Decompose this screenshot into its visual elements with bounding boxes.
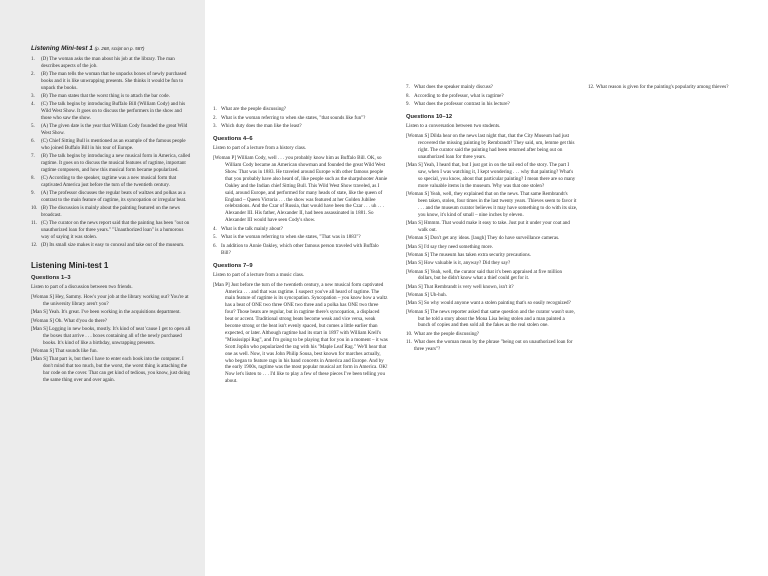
question-item bbox=[588, 84, 746, 91]
question-text: In addition to Annie Oakley, which other famous person traveled with Buffalo Bill? bbox=[221, 242, 379, 256]
questions-7-9-intro: Listen to part of a lecture from a music class. bbox=[213, 271, 305, 278]
answer-item bbox=[31, 242, 191, 249]
answer-number: 1. bbox=[31, 55, 35, 62]
question-item bbox=[213, 243, 389, 257]
questions-4-6-intro: Listen to part of a lecture from a history class. bbox=[213, 145, 307, 152]
question-text: According to the professor, what is ragtime? bbox=[414, 92, 504, 99]
answer-number: 6. bbox=[31, 137, 35, 144]
answer-item bbox=[31, 71, 191, 92]
question-number: 2. bbox=[213, 114, 217, 121]
answer-key-heading bbox=[31, 46, 191, 53]
answer-item bbox=[31, 175, 191, 189]
column-1 bbox=[31, 46, 191, 385]
dialogue-line: [Man S] So why would anyone want a stolen painting that's so easily recognized? bbox=[406, 300, 571, 307]
question-number: 6. bbox=[213, 242, 217, 249]
dialogue-line: [Woman S] The museum has taken extra security precautions. bbox=[406, 251, 531, 258]
answer-text: (D) Its small size makes it easy to conceal and take out of the museum. bbox=[41, 241, 185, 248]
dialogue-line: [Man S] Logging in new books, mostly. It's kind of neat 'cause I get to open all the boxes that arrive . . . boxes containing all of the newly purchased books. It's kind of like a birthday, unwrapping presents. bbox=[31, 326, 191, 346]
dialogue-line: [Woman S] Dilda hear on the news last night that, that the City Museum had just recovered the missing painting by Rembrandt? They said, um, lemme get this right. The curator said the painting had been returned after being out on unauthorized loan for three years. bbox=[406, 133, 575, 160]
question-number: 5. bbox=[213, 234, 217, 241]
question-item bbox=[406, 101, 578, 108]
answer-item bbox=[31, 190, 191, 204]
dialogue-line: [Man S] That part is, but then I have to enter each book into the computer. I don't mind that too much, but the worst, the worst thing is attaching the bar code on the cover. That can get kind of tedious, you know, just doing the same thing over and over again. bbox=[31, 356, 190, 384]
dialogue-line: [Woman S] Don't get any ideas. [laugh] They do have surveillance cameras. bbox=[406, 235, 560, 242]
answer-text: (A) The given date is the year that William Cody founded the great Wild West Show. bbox=[41, 122, 188, 136]
answer-item bbox=[31, 153, 191, 174]
question-text: What are the people discussing? bbox=[221, 106, 287, 112]
question-text: What is the talk mainly about? bbox=[221, 225, 283, 232]
question-text: What are the people discussing? bbox=[414, 330, 480, 337]
answer-number: 8. bbox=[31, 174, 35, 181]
dialogue-line: [Man S] Yeah. It's great. I've been working in the acquisitions department. bbox=[31, 309, 181, 316]
question-item bbox=[406, 331, 578, 338]
answer-item bbox=[31, 123, 191, 137]
question-number: 3. bbox=[213, 123, 217, 130]
answer-key-reference: (p. 268, script on p. 587) bbox=[94, 46, 145, 51]
questions-1-3-list bbox=[213, 106, 389, 130]
question-text: What is the woman referring to when she states, "that sounds like fun"? bbox=[221, 114, 366, 121]
column-3 bbox=[406, 84, 578, 355]
question-number: 8. bbox=[406, 92, 410, 99]
question-text: What does the professor contrast in his lecture? bbox=[414, 101, 510, 108]
answer-number: 5. bbox=[31, 122, 35, 129]
questions-1-3-dialogue bbox=[31, 294, 191, 384]
answer-text: (B) The talk begins by introducing a new musical form in America, called ragtime. It goes on to discuss the musical features of ragtime, important ragtime composers, and how this musical form became popularized. bbox=[41, 152, 191, 173]
dialogue-line: [Woman S] Uh-huh. bbox=[406, 292, 447, 299]
dialogue-line: [Man S] That Rembrandt is very well known, isn't it? bbox=[406, 283, 514, 290]
questions-10-12-dialogue bbox=[406, 133, 578, 329]
question-number: 12. bbox=[588, 84, 595, 90]
question-item bbox=[213, 106, 389, 113]
questions-10-12-heading: Questions 10–12 bbox=[406, 114, 453, 121]
questions-7-9-list bbox=[406, 84, 578, 108]
dialogue-line: [Man P] Just before the turn of the twentieth century, a new musical form captivated America . . . and that was ragtime. I suspect you've all heard of ragtime. The main feature of ragtime is its syncopation. Syncopation – you know how a waltz has a beat of ONE two three ONE two three and a polka has ONE two three four? Those beats are regular, but in ragtime there's syncopation, a displaced beat or accent. Traditional strong beats become weak and vice versa, weak become strong or the beat isn't evenly spaced, but comes a little earlier than expected, or later. Although ragtime had its start in 1897 with William Krell's "Mississippi Rag", and I'm going to be playing that for you in a moment – it was Scott Joplin who popularized the rag with his "Maple Leaf Rag." We'll hear that one as well. Now, it was John Philip Sousa, best known for marches actually, who began to feature rags in his band concerts in America and Europe. And by the early 1900s, ragtime was the most popular musical art form in America. OK! Now let's listen to . . . I'd like to play a few of these pieces I've been telling you about. bbox=[213, 281, 388, 385]
answer-item bbox=[31, 220, 191, 241]
dialogue-line: [Man S] Hmmm. That would make it easy to take. Just put it under your coat and walk out. bbox=[406, 220, 570, 234]
question-text: Which duty does the man like the least? bbox=[221, 123, 302, 130]
question-number: 1. bbox=[213, 106, 217, 112]
questions-7-9-heading: Questions 7–9 bbox=[213, 262, 253, 269]
answer-text: (C) According to the speaker, ragtime was a new musical form that captivated America just before the turn of the twentieth century. bbox=[41, 174, 177, 188]
questions-10-12-list bbox=[406, 331, 578, 354]
dialogue-line: [Woman S] Oh. What d'you do there? bbox=[31, 317, 107, 324]
answer-item bbox=[31, 56, 191, 70]
question-number: 4. bbox=[213, 225, 217, 232]
answer-number: 9. bbox=[31, 189, 35, 196]
dialogue-line: [Man S] Yeah, I heard that, but I just got in on the tail end of the story. The part I saw, when I was watching it, I kept wondering . . . why that painting? What's so special, you know, about that particular painting? I mean there are so many more valuable items in the museum. Why was that one stolen? bbox=[406, 162, 576, 189]
script-title: Listening Mini-test 1 bbox=[31, 260, 109, 270]
answer-number: 12. bbox=[31, 241, 38, 248]
question-item bbox=[406, 93, 578, 100]
question-number: 7. bbox=[406, 84, 410, 90]
question-text: What reason is given for the painting's popularity among thieves? bbox=[596, 84, 729, 90]
answer-number: 11. bbox=[31, 219, 38, 226]
answer-text: (A) The professor discusses the regular beats of waltzes and polkas as a contrast to the main feature of ragtime, its syncopation or irregular beat. bbox=[41, 189, 187, 203]
answer-item bbox=[31, 205, 191, 219]
dialogue-line: [Woman S] Yeah, well, they explained that on the news. That same Rembrandt's been taken, stolen, four times in the last twenty years. Thieves seem to favor it . . . and the museum curator believes it may have something to do with its size, you know, it's kind of small – nine inches by eleven. bbox=[406, 191, 578, 218]
answer-number: 10. bbox=[31, 204, 38, 211]
answer-list bbox=[31, 56, 191, 249]
dialogue-line: [Woman S] Hey, Sammy. How's your job at the library working out? You're at the university library aren't you? bbox=[31, 294, 189, 308]
questions-4-6-heading: Questions 4–6 bbox=[213, 136, 253, 143]
questions-1-3-intro: Listen to part of a discussion between two friends. bbox=[31, 284, 133, 291]
dialogue-line: [Woman S] That sounds like fun. bbox=[31, 348, 98, 355]
question-item bbox=[213, 115, 389, 122]
column-2 bbox=[213, 106, 389, 387]
dialogue-line: [Woman S] Yeah, well, the curator said that it's been appraised at five million dollars, but he didn't know what a thief could get for it. bbox=[406, 268, 563, 282]
question-text: What is the woman referring to when she states, "That was in 1883"? bbox=[221, 234, 361, 241]
answer-number: 7. bbox=[31, 152, 35, 159]
question-number: 9. bbox=[406, 101, 410, 108]
answer-text: (C) The curator on the news report said that the painting has been "out on unauthorized loan for three years." "Unauthorized loan" is a humorous way of saying it was stolen. bbox=[41, 219, 190, 240]
answer-text: (B) The man tells the woman that he unpacks boxes of newly purchased books and it is like unwrapping presents. She thinks it would be fun to unpack the books. bbox=[41, 70, 187, 91]
questions-1-3-heading: Questions 1–3 bbox=[31, 275, 71, 282]
question-item bbox=[213, 226, 389, 233]
question-number: 10. bbox=[406, 330, 413, 337]
answer-item bbox=[31, 138, 191, 152]
question-text: What does the woman mean by the phrase "being out on unauthorized loan for three years"? bbox=[414, 339, 573, 353]
answer-number: 4. bbox=[31, 100, 35, 107]
answer-item bbox=[31, 101, 191, 122]
column-4 bbox=[588, 84, 746, 93]
answer-text: (D) The woman asks the man about his job at the library. The man describes aspects of the job. bbox=[41, 55, 175, 69]
answer-item bbox=[31, 93, 191, 100]
answer-number: 3. bbox=[31, 92, 35, 99]
dialogue-line: [Man S] I'd say they need something more. bbox=[406, 243, 493, 250]
answer-text: (C) Chief Sitting Bull is mentioned as an example of the famous people who joined Buffalo Bill in his tour of Europe. bbox=[41, 137, 186, 151]
question-item bbox=[406, 84, 578, 91]
question-item bbox=[213, 123, 389, 130]
answer-text: (B) The man states that the worst thing is to attach the bar code. bbox=[41, 92, 170, 99]
question-item bbox=[406, 339, 578, 353]
question-text: What does the speaker mainly discuss? bbox=[414, 84, 493, 90]
answer-key-title: Listening Mini-test 1 bbox=[31, 45, 93, 52]
question-number: 11. bbox=[406, 339, 413, 346]
dialogue-line: [Woman P] William Cody, well . . . you probably know him as Buffalo Bill. OK, so William Cody became an American showman and founded the great Wild West Show. That was in 1883. He traveled around Europe with other famous people that you probably have also heard of, like people such as the sharpshooter Annie Oakley and the Indian chief Sitting Bull. This Wild West Show traveled, as I said, around Europe, and performed for many heads of state, like the queen of England – Queen Victoria . . . the show was featured at her Golden Jubilee celebrations. And the Czar of Russia, that would have been the Czar . . . uh . . . Alexander III. His father, Alexander II, had been assassinated in 1881. So Alexander III would have seen Cody's show. bbox=[213, 155, 388, 224]
answer-text: (B) The discussion is mainly about the painting featured on the news broadcast. bbox=[41, 204, 180, 218]
questions-10-12-intro: Listen to a conversation between two students. bbox=[406, 123, 501, 130]
answer-number: 2. bbox=[31, 70, 35, 77]
answer-text: (C) The talk begins by introducing Buffalo Bill (William Cody) and his Wild West Show. It goes on to discuss the performers in the show and those who saw the show. bbox=[41, 100, 186, 121]
question-item bbox=[213, 234, 389, 241]
dialogue-line: [Man S] How valuable is it, anyway? Did they say? bbox=[406, 260, 511, 267]
questions-4-6-list bbox=[213, 226, 389, 257]
dialogue-line: [Woman S] The news reporter asked that same question and the curator wasn't sure, but he told a story about the Mona Lisa being stolen and a man painted a bunch of copies and then sold all the fakes as the real stolen one. bbox=[406, 308, 575, 329]
